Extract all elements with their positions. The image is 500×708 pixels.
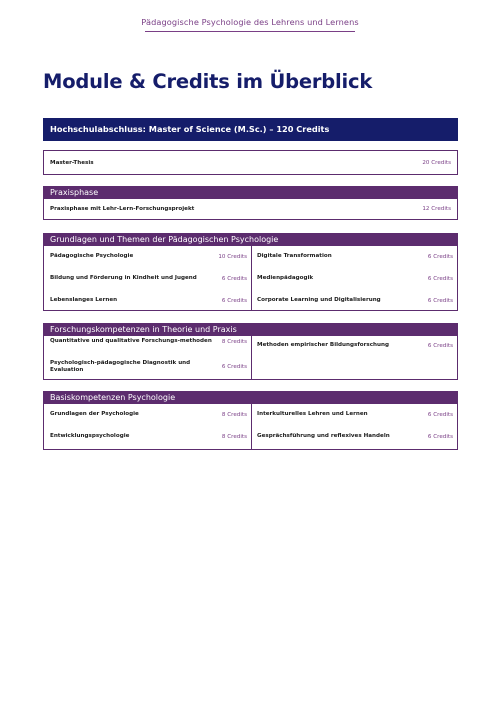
praxis-section [43, 186, 458, 220]
module-credits: 6 Credits [221, 297, 247, 304]
module-credits: 6 Credits [221, 275, 247, 282]
section-heading: Basiskompetenzen Psychologie [44, 392, 457, 404]
module-cell [257, 411, 453, 418]
grundlagen-section [43, 233, 458, 311]
module-name: Quantitative und qualitative Forschungs-methoden [50, 338, 212, 344]
module-name: Pädagogische Psychologie [50, 253, 134, 259]
module-cell [50, 275, 247, 282]
module-credits: 6 Credits [427, 253, 453, 260]
module-credits: 12 Credits [422, 206, 451, 212]
basis-section [43, 391, 458, 450]
module-name: Psychologisch-pädagogische Diagnostik und Evaluation [50, 360, 191, 373]
module-name: Medienpädagogik [257, 275, 314, 281]
module-cell [50, 360, 247, 374]
module-name: Lebenslanges Lernen [50, 297, 118, 303]
module-cell [257, 433, 453, 440]
running-header-title: Pädagogische Psychologie des Lehrens und Lernens [141, 17, 359, 27]
module-name: Master-Thesis [50, 160, 94, 166]
module-credits: 6 Credits [427, 297, 453, 304]
thesis-box [43, 150, 458, 175]
column-divider [251, 246, 252, 310]
module-credits: 8 Credits [221, 411, 247, 418]
module-name: Interkulturelles Lehren und Lernen [257, 411, 368, 417]
module-name: Digitale Transformation [257, 253, 332, 259]
module-credits: 6 Credits [427, 433, 453, 440]
module-credits: 20 Credits [422, 160, 451, 166]
degree-banner: Hochschulabschluss: Master of Science (M.Sc.) – 120 Credits [43, 118, 458, 141]
module-cell [50, 253, 247, 260]
module-name: Bildung und Förderung in Kindheit und Jugend [50, 275, 197, 281]
module-name: Entwicklungspsychologie [50, 433, 130, 439]
module-credits: 8 Credits [221, 338, 247, 345]
section-heading: Forschungskompetenzen in Theorie und Praxis [44, 324, 457, 336]
header-divider [145, 31, 355, 32]
column-divider [251, 404, 252, 449]
module-cell [50, 338, 247, 345]
section-heading: Praxisphase [44, 187, 457, 199]
module-credits: 6 Credits [221, 364, 247, 370]
module-cell [50, 411, 247, 418]
module-name: Gesprächsführung und reflexives Handeln [257, 433, 390, 439]
module-cell [50, 433, 247, 440]
module-cell [257, 253, 453, 260]
module-name: Corporate Learning und Digitalisierung [257, 297, 381, 303]
section-heading: Grundlagen und Themen der Pädagogischen Psychologie [44, 234, 457, 246]
module-cell [50, 297, 247, 304]
forschung-section [43, 323, 458, 380]
module-name: Grundlagen der Psychologie [50, 411, 139, 417]
praxis-row [50, 206, 451, 212]
module-cell [257, 275, 453, 282]
module-cell [257, 297, 453, 304]
module-credits: 6 Credits [427, 342, 453, 349]
column-divider [251, 336, 252, 379]
page-title: Module & Credits im Überblick [43, 70, 373, 93]
module-name: Methoden empirischer Bildungsforschung [257, 342, 389, 348]
module-credits: 6 Credits [427, 411, 453, 418]
module-credits: 6 Credits [427, 275, 453, 282]
module-name: Praxisphase mit Lehr-Lern-Forschungsprojekt [50, 206, 195, 212]
module-cell [257, 342, 453, 349]
thesis-row [50, 160, 451, 166]
module-credits: 8 Credits [221, 433, 247, 440]
module-credits: 10 Credits [218, 253, 247, 260]
